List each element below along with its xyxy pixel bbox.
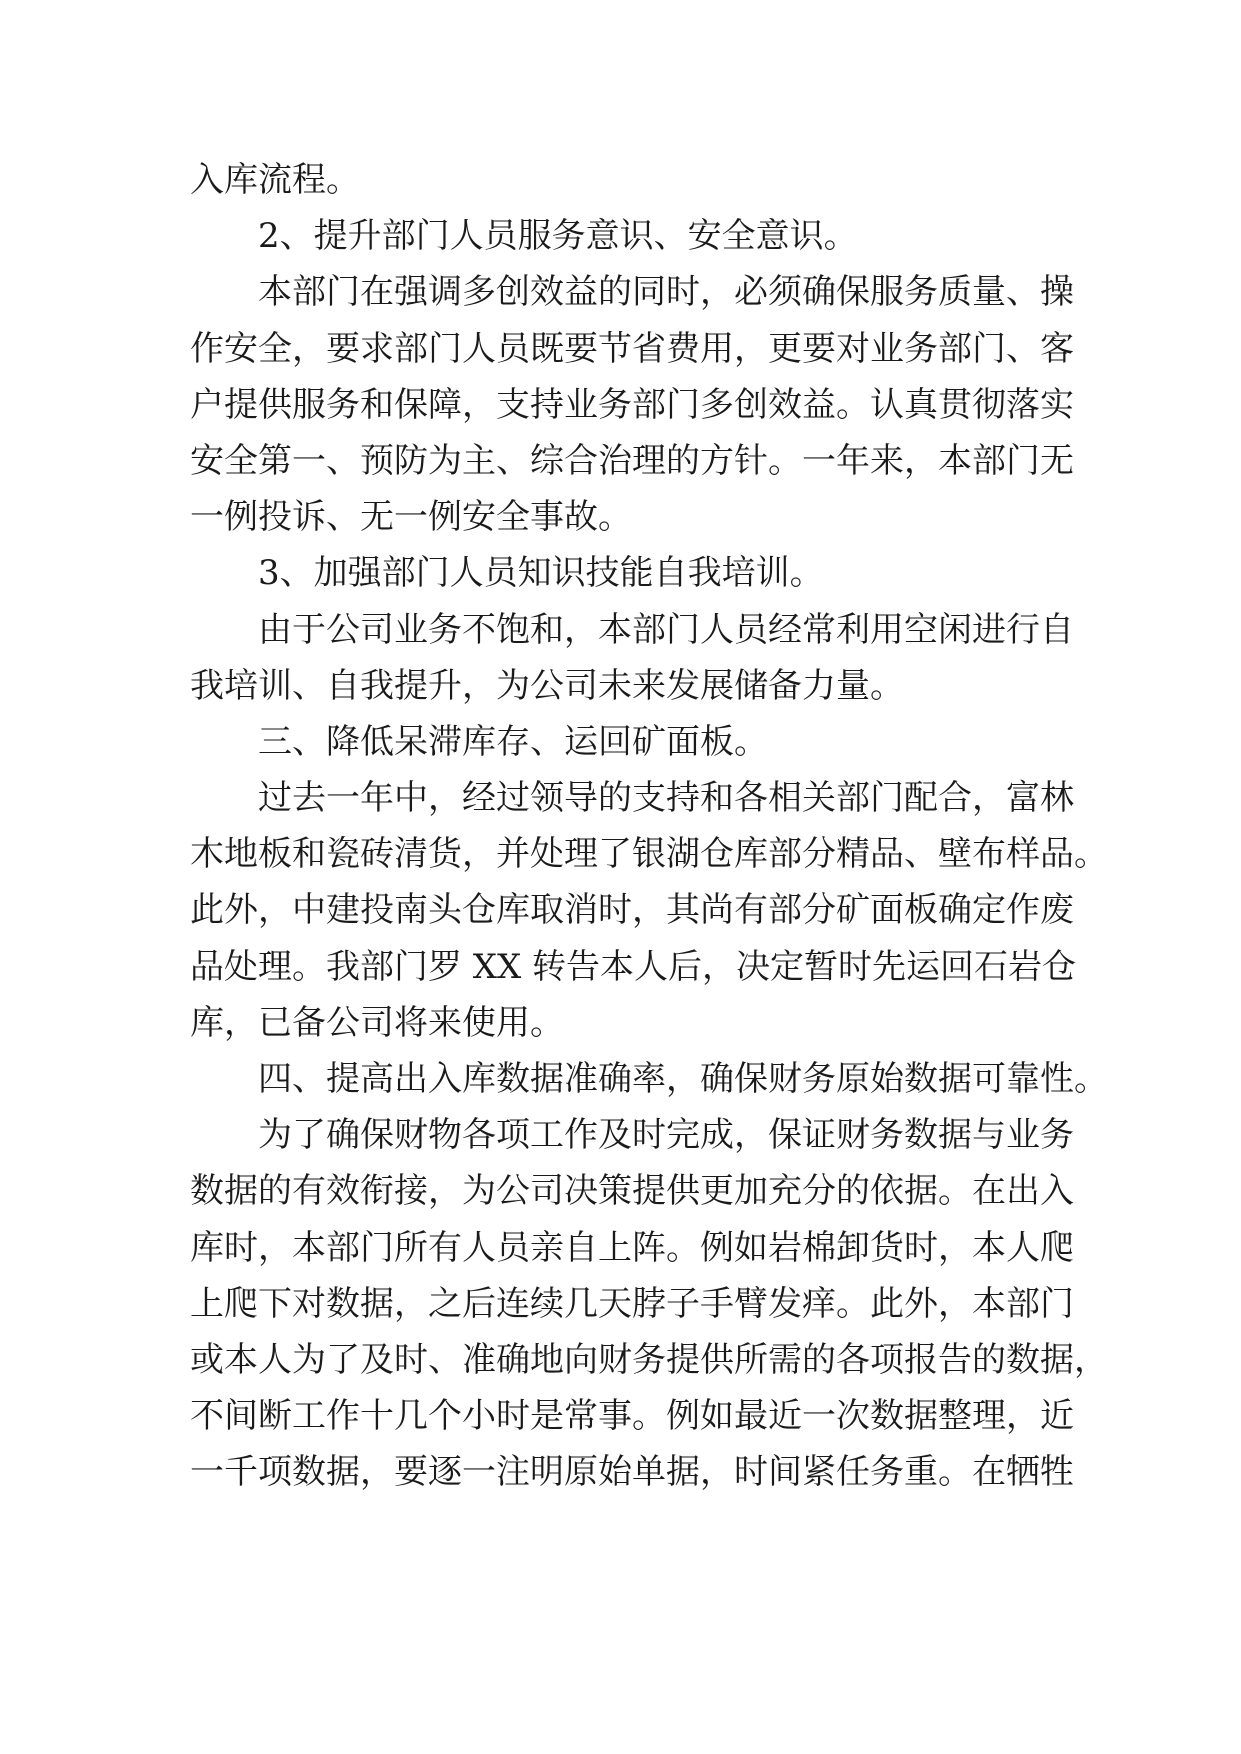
text-line: 或本人为了及时、准确地向财务提供所需的各项报告的数据，	[190, 1339, 1108, 1380]
text-line: 入库流程。	[190, 160, 360, 200]
text-line: 数据的有效衔接，为公司决策提供更加充分的依据。在出入	[190, 1171, 1074, 1212]
text-line: 品处理。我部门罗 XX 转告本人后，决定暂时先运回石岩仓	[190, 946, 1077, 987]
text-line: 3、加强部门人员知识技能自我培训。	[258, 553, 824, 594]
text-line: 库时，本部门所有人员亲自上阵。例如岩棉卸货时，本人爬	[190, 1227, 1074, 1268]
text-line: 四、提高出入库数据准确率，确保财务原始数据可靠性。	[258, 1059, 1108, 1099]
text-line: 过去一年中，经过领导的支持和各相关部门配合，富林	[258, 778, 1074, 819]
text-line: 此外，中建投南头仓库取消时，其尚有部分矿面板确定作废	[190, 890, 1074, 931]
text-line: 为了确保财物各项工作及时完成，保证财务数据与业务	[258, 1115, 1074, 1156]
text-line: 三、降低呆滞库存、运回矿面板。	[258, 721, 768, 762]
document-body	[190, 152, 1108, 1501]
text-line: 木地板和瓷砖清货，并处理了银湖仓库部分精品、壁布样品。	[190, 834, 1108, 875]
text-line: 由于公司业务不饱和，本部门人员经常利用空闲进行自	[258, 609, 1074, 650]
text-line: 本部门在强调多创效益的同时，必须确保服务质量、操	[258, 272, 1074, 313]
text-line: 我培训、自我提升，为公司未来发展储备力量。	[190, 665, 904, 706]
text-line: 安全第一、预防为主、综合治理的方针。一年来，本部门无	[190, 440, 1074, 481]
text-line: 作安全，要求部门人员既要节省费用，更要对业务部门、客	[190, 328, 1074, 369]
text-line: 户提供服务和保障，支持业务部门多创效益。认真贯彻落实	[190, 384, 1074, 425]
text-line: 上爬下对数据，之后连续几天脖子手臂发痒。此外，本部门	[190, 1283, 1074, 1324]
text-line: 一例投诉、无一例安全事故。	[190, 497, 632, 538]
text-line: 不间断工作十几个小时是常事。例如最近一次数据整理，近	[190, 1396, 1074, 1437]
text-line: 2、提升部门人员服务意识、安全意识。	[258, 216, 858, 257]
text-line: 一千项数据，要逐一注明原始单据，时间紧任务重。在牺牲	[190, 1452, 1074, 1493]
text-line: 库，已备公司将来使用。	[190, 1002, 564, 1043]
